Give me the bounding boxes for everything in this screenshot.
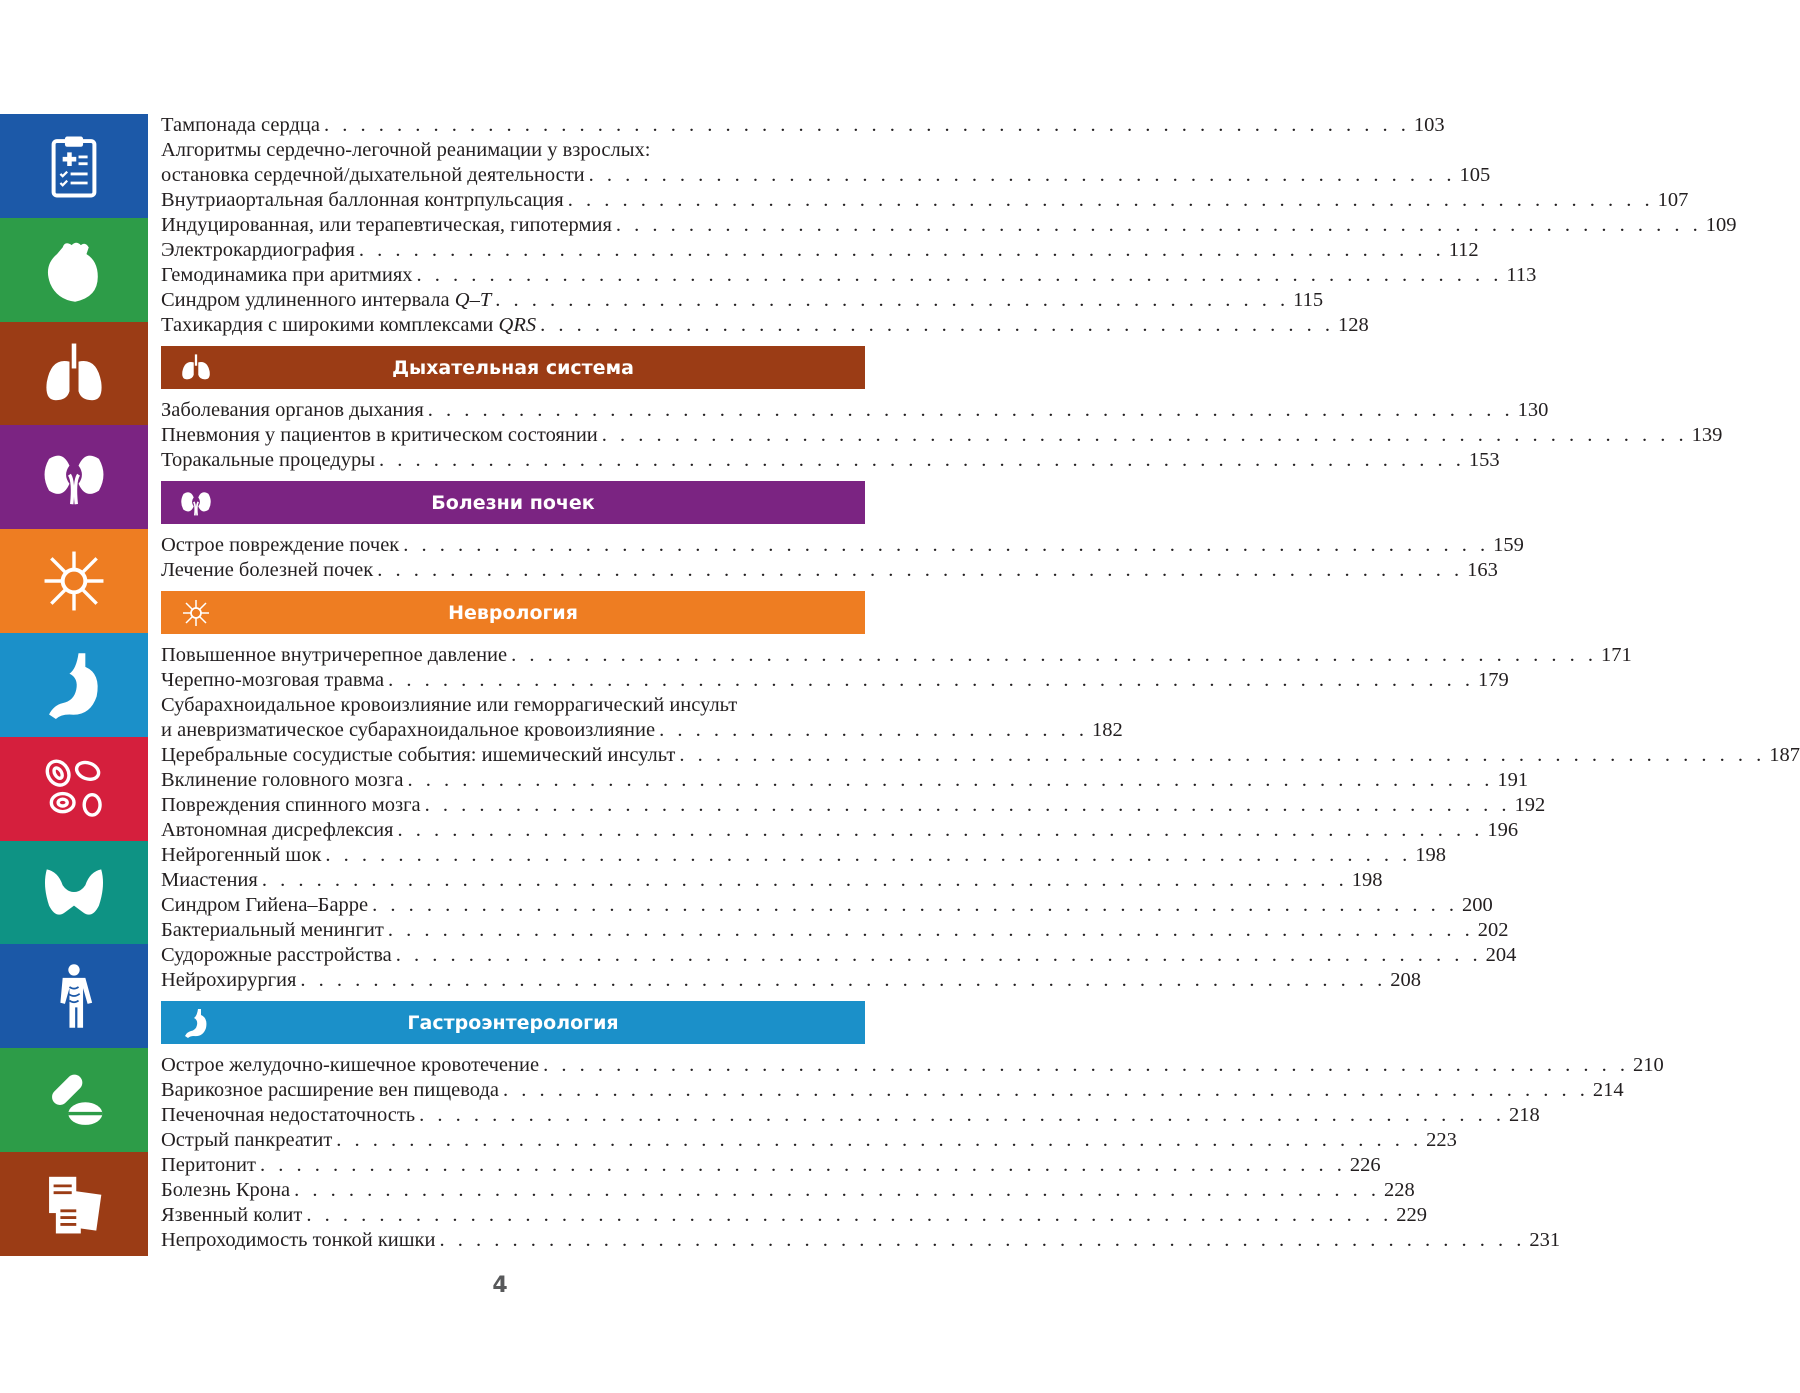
entry-page: 105 (1459, 164, 1491, 186)
entry-page: 228 (1384, 1179, 1415, 1201)
toc-entry[interactable] (161, 818, 1519, 843)
entry-page: 198 (1351, 869, 1383, 891)
kidneys-icon (179, 488, 213, 518)
toc-entry[interactable] (161, 843, 1447, 868)
dot-leader: . . . . . . . . . . . . . . . . . . . . . . . . . . . . . . . . . . . . . . . . . . . . . . . . . . . . . . . . . . . . (379, 449, 1465, 471)
heart-icon (40, 236, 108, 304)
dot-leader: . . . . . . . . . . . . . . . . . . . . . . . . . . . . . . . . . . . . . . . . . . . . . . . . . . . . . . . . . . . . (294, 1179, 1380, 1201)
toc-entry[interactable] (161, 643, 1632, 668)
toc-group-top (161, 113, 1737, 338)
dot-leader: . . . . . . . . . . . . . . . . . . . . . . . . . . . . . . . . . . . . . . . . . . . . . . . . . . . . . . . . . . . . (439, 1229, 1526, 1251)
section-header-kidney[interactable] (161, 481, 865, 524)
entry-title: Электрокардиография (161, 239, 355, 261)
neuron-icon (179, 598, 213, 628)
entry-title: Синдром удлиненного интервала Q–T (161, 289, 492, 311)
entry-page: 130 (1517, 399, 1549, 421)
entry-page: 179 (1478, 669, 1509, 691)
dot-leader: . . . . . . . . . . . . . . . . . . . . . . . . . . . . . . . . . . . . . . . . . . . . (495, 289, 1290, 311)
toc-entry[interactable] (161, 1228, 1561, 1253)
lungs-icon (40, 339, 108, 407)
entry-title: Непроходимость тонкой кишки (161, 1229, 436, 1251)
dot-leader: . . . . . . . . . . . . . . . . . . . . . . . . . . . . . . . . . . . . . . . . . . . . . . . . . . . . . . . . . . . . (397, 819, 1484, 841)
dot-leader: . . . . . . . . . . . . . . . . . . . . . . . . . . . . . . . . . . . . . . . . . . . . . . . . . . . . . . . . . . . . (300, 969, 1387, 991)
entry-page: 202 (1477, 919, 1509, 941)
entry-page: 109 (1705, 214, 1737, 236)
dot-leader: . . . . . . . . . . . . . . . . . . . . . . . . . . . . . . . . . . . . . . . . . . . . . . . . . . . . . . . . . . . . (259, 1154, 1346, 1176)
toc-entry[interactable] (161, 1053, 1664, 1078)
section-title: Дыхательная система (392, 356, 634, 379)
entry-title: Миастения (161, 869, 258, 891)
toc-entry[interactable] (161, 448, 1500, 473)
entry-page: 191 (1497, 769, 1529, 791)
entry-title: Острое повреждение почек (161, 534, 400, 556)
toc-list-cardio (161, 188, 1737, 288)
entry-title: Болезнь Крона (161, 1179, 291, 1201)
toc-entry[interactable] (161, 1178, 1415, 1203)
section-header-respiratory[interactable] (161, 346, 865, 389)
entry-title: Синдром Гийена–Барре (161, 894, 369, 916)
toc-entry[interactable] (161, 558, 1498, 583)
entry-title-line1: Субарахноидальное кровоизлияние или геморрагический инсульт (161, 694, 738, 716)
entry-title-italic: Q–T (454, 289, 492, 311)
entry-page: 223 (1426, 1129, 1457, 1151)
entry-title: Пневмония у пациентов в критическом состоянии (161, 424, 598, 446)
toc-entry-multiline[interactable] (161, 138, 1491, 188)
dot-leader: . . . . . . . . . . . . . . . . . . . . . . . . . . . . . . . . . . . . . . . . . . . . . . . . . . . . . . . . . . . . (306, 1204, 1393, 1226)
stomach-icon (40, 651, 108, 719)
entry-title: Церебральные сосудистые события: ишемический инсульт (161, 744, 676, 766)
entry-page: 128 (1337, 314, 1369, 336)
entry-page: 171 (1601, 644, 1632, 666)
section-header-gastro[interactable] (161, 1001, 865, 1044)
entry-title: Тахикардия с широкими комплексами QRS (161, 314, 537, 336)
toc-list-neuro-b (161, 743, 1800, 993)
section-title: Болезни почек (431, 491, 595, 514)
entry-title: Нейрохирургия (161, 969, 297, 991)
entry-page: 103 (1413, 114, 1445, 136)
tab-clipboard[interactable] (0, 114, 148, 218)
kidneys-icon (40, 443, 108, 511)
tab-gastroenterology[interactable] (0, 633, 148, 737)
entry-title: Нейрогенный шок (161, 844, 322, 866)
entry-page: 192 (1514, 794, 1546, 816)
entry-title: Варикозное расширение вен пищевода (161, 1079, 499, 1101)
dot-leader: . . . . . . . . . . . . . . . . . . . . . . . . . . . . . . . . . . . . . . . . . . . . . . . . . . . . . . . . . . . . (416, 264, 1503, 286)
toc-content (161, 113, 1800, 1253)
entry-page: 218 (1509, 1104, 1540, 1126)
entry-title: Черепно-мозговая травма (161, 669, 385, 691)
entry-title: Бактериальный менингит (161, 919, 384, 941)
dot-leader: . . . . . . . . . . . . . . . . . . . . . . . . . . . . . . . . . . . . . . . . . . . . . . . . . . . . . . . . . . . . (323, 114, 1410, 136)
entry-title: Индуцированная, или терапевтическая, гипотермия (161, 214, 612, 236)
entry-page: 204 (1485, 944, 1517, 966)
entry-page: 182 (1091, 719, 1123, 741)
toc-entry[interactable] (161, 668, 1509, 693)
entry-title: Перитонит (161, 1154, 256, 1176)
human-body-icon (40, 962, 108, 1030)
dot-leader: . . . . . . . . . . . . . . . . . . . . . . . . . . . . . . . . . . . . . . . . . . . . . . . . . . . . . . . . . . . . (502, 1079, 1589, 1101)
entry-title: Гемодинамика при аритмиях (161, 264, 413, 286)
entry-title: Внутриаортальная баллонная контрпульсация (161, 189, 564, 211)
entry-title: Печеночная недостаточность (161, 1104, 416, 1126)
entry-page: 196 (1487, 819, 1519, 841)
dot-leader: . . . . . . . . . . . . . . . . . . . . . . . . . . . . . . . . . . . . . . . . . . . . . . . . . . . . . . . . . . . . (377, 559, 1464, 581)
toc-entry[interactable] (161, 313, 1369, 338)
dot-leader: . . . . . . . . . . . . . . . . . . . . . . . . . . . . . . . . . . . . . . . . . . . . . . . . . . . . . . . . . . . . (419, 1104, 1506, 1126)
entry-page: 200 (1462, 894, 1493, 916)
clipboard-icon (40, 132, 108, 200)
entry-page: 113 (1506, 264, 1537, 286)
toc-entry[interactable] (161, 743, 1800, 768)
entry-title-italic: QRS (498, 314, 537, 336)
entry-title: Торакальные процедуры (161, 449, 376, 471)
page-number: 4 (492, 1273, 508, 1298)
entry-page: 208 (1390, 969, 1421, 991)
toc-list-respiratory (161, 398, 1723, 473)
entry-page: 163 (1467, 559, 1498, 581)
toc-entry[interactable] (161, 793, 1546, 818)
entry-title: Острый панкреатит (161, 1129, 333, 1151)
entry-title-line2: и аневризматическое субарахноидальное кровоизлияние (161, 719, 656, 741)
tab-anatomy[interactable] (0, 944, 148, 1048)
dot-leader: . . . . . . . . . . . . . . . . . . . . . . . . . . . . . . . . . . . . . . . . . . . . . . . . (588, 164, 1456, 186)
dot-leader: . . . . . . . . . . . . . . . . . . . . . . . . . . . . . . . . . . . . . . . . . . . . . . . . . . . . . . . . . . . . (424, 794, 1511, 816)
entry-title: Вклинение головного мозга (161, 769, 404, 791)
entry-page: 214 (1592, 1079, 1624, 1101)
lungs-icon (179, 353, 213, 383)
toc-entry[interactable] (161, 1203, 1427, 1228)
toc-entry[interactable] (161, 263, 1537, 288)
toc-entry[interactable] (161, 398, 1549, 423)
entry-title-line1: Алгоритмы сердечно-легочной реанимации у взрослых: (161, 139, 651, 161)
entry-page: 231 (1529, 1229, 1561, 1251)
entry-page: 153 (1468, 449, 1500, 471)
thyroid-icon (40, 858, 108, 926)
tab-cardiology[interactable] (0, 218, 148, 322)
tab-respiratory[interactable] (0, 322, 148, 426)
toc-entry-multiline[interactable] (161, 693, 1123, 743)
toc-entry[interactable] (161, 423, 1723, 448)
toc-entry[interactable] (161, 188, 1689, 213)
toc-entry[interactable] (161, 768, 1529, 793)
dot-leader: . . . . . . . . . . . . . . . . . . . . . . . . . . . . . . . . . . . . . . . . . . . . . . . . . . . . . . . . . . . . (358, 239, 1445, 261)
toc-entry[interactable] (161, 533, 1524, 558)
entry-page: 226 (1349, 1154, 1381, 1176)
entry-title: Судорожные расстройства (161, 944, 392, 966)
dot-leader: . . . . . . . . . . . . . . . . . . . . . . . . . . . . . . . . . . . . . . . . . . . . . . . . . . . . . . . . . . . . (615, 214, 1702, 236)
entry-page: 198 (1415, 844, 1447, 866)
toc-entry[interactable] (161, 1103, 1540, 1128)
section-title: Гастроэнтерология (407, 1011, 619, 1034)
toc-entry[interactable] (161, 1078, 1624, 1103)
entry-page: 112 (1448, 239, 1479, 261)
neuron-icon (40, 547, 108, 615)
dot-leader: . . . . . . . . . . . . . . . . . . . . . . . . . . . . . . . . . . . . . . . . . . . . . . . . . . . . . . . . . . . . (325, 844, 1412, 866)
toc-entry[interactable] (161, 1153, 1381, 1178)
toc-entry[interactable] (161, 868, 1383, 893)
toc-list-kidney (161, 533, 1524, 583)
dot-leader: . . . . . . . . . . . . . . . . . . . . . . . . . . . . . . . . . . . . . . . . . . . . . . . . . . . . . . . . . . . . (679, 744, 1766, 766)
dot-leader: . . . . . . . . . . . . . . . . . . . . . . . . . . . . . . . . . . . . . . . . . . . . . . . . . . . . . . . . . . . . (543, 1054, 1629, 1076)
entry-title: Язвенный колит (161, 1204, 303, 1226)
tab-documents[interactable] (0, 1152, 148, 1256)
entry-page: 115 (1293, 289, 1324, 311)
toc-entry[interactable] (161, 943, 1517, 968)
toc-list-neuro-a (161, 643, 1632, 693)
stomach-icon (179, 1008, 213, 1038)
dot-leader: . . . . . . . . . . . . . . . . . . . . . . . . . . . . . . . . . . . . . . . . . . . . . . . . . . . . . . . . . . . . (387, 919, 1474, 941)
toc-entry[interactable] (161, 288, 1324, 313)
entry-title: Повышенное внутричерепное давление (161, 644, 508, 666)
toc-entry[interactable] (161, 113, 1445, 138)
dot-leader: . . . . . . . . . . . . . . . . . . . . . . . . . . . . . . . . . . . . . . . . . . . . . . . . . . . . . . . . . . . . (601, 424, 1688, 446)
tab-endocrinology[interactable] (0, 841, 148, 945)
blood-cells-icon (40, 755, 108, 823)
entry-title: Автономная дисрефлексия (161, 819, 394, 841)
dot-leader: . . . . . . . . . . . . . . . . . . . . . . . . . . . . . . . . . . . . . . . . . . . . . . . . . . . . . . . . . . . . (511, 644, 1597, 666)
entry-page: 229 (1396, 1204, 1427, 1226)
toc-list-gastro (161, 1053, 1664, 1253)
toc-entry[interactable] (161, 918, 1509, 943)
toc-entry[interactable] (161, 893, 1493, 918)
dot-leader: . . . . . . . . . . . . . . . . . . . . . . . . . . . . . . . . . . . . . . . . . . . . . . . . . . . . . . . . . . . . (372, 894, 1459, 916)
documents-icon (40, 1170, 108, 1238)
entry-page: 159 (1493, 534, 1524, 556)
dot-leader: . . . . . . . . . . . . . . . . . . . . . . . . . . . . . . . . . . . . . . . . . . . . . . . . . . . . . . . . . . . . (395, 944, 1482, 966)
entry-title: Повреждения спинного мозга (161, 794, 421, 816)
dot-leader: . . . . . . . . . . . . . . . . . . . . . . . . . . . . . . . . . . . . . . . . . . . . (540, 314, 1334, 336)
dot-leader: . . . . . . . . . . . . . . . . . . . . . . . . . . . . . . . . . . . . . . . . . . . . . . . . . . . . . . . . . . . . (427, 399, 1514, 421)
entry-page: 139 (1691, 424, 1723, 446)
toc-entry[interactable] (161, 1128, 1457, 1153)
section-header-neuro[interactable] (161, 591, 865, 634)
side-tab-strip (0, 114, 148, 1256)
dot-leader: . . . . . . . . . . . . . . . . . . . . . . . . . . . . . . . . . . . . . . . . . . . . . . . . . . . . . . . . . . . . (567, 189, 1654, 211)
section-title: Неврология (448, 601, 578, 624)
tab-hematology[interactable] (0, 737, 148, 841)
toc-entry[interactable] (161, 238, 1479, 263)
tab-pharmacology[interactable] (0, 1048, 148, 1152)
dot-leader: . . . . . . . . . . . . . . . . . . . . . . . . . . . . . . . . . . . . . . . . . . . . . . . . . . . . . . . . . . . . (403, 534, 1490, 556)
pills-icon (40, 1066, 108, 1134)
entry-page: 107 (1657, 189, 1689, 211)
entry-page: 187 (1769, 744, 1800, 766)
dot-leader: . . . . . . . . . . . . . . . . . . . . . . . . . . . . . . . . . . . . . . . . . . . . . . . . . . . . . . . . . . . . (336, 1129, 1423, 1151)
entry-title: Заболевания органов дыхания (161, 399, 424, 421)
entry-page: 210 (1632, 1054, 1664, 1076)
toc-entry[interactable] (161, 968, 1421, 993)
dot-leader: . . . . . . . . . . . . . . . . . . . . . . . . (659, 719, 1088, 741)
dot-leader: . . . . . . . . . . . . . . . . . . . . . . . . . . . . . . . . . . . . . . . . . . . . . . . . . . . . . . . . . . . . (407, 769, 1494, 791)
entry-title: Тампонада сердца (161, 114, 320, 136)
entry-title: Лечение болезней почек (161, 559, 374, 581)
tab-neurology[interactable] (0, 529, 148, 633)
entry-title: Острое желудочно-кишечное кровотечение (161, 1054, 540, 1076)
dot-leader: . . . . . . . . . . . . . . . . . . . . . . . . . . . . . . . . . . . . . . . . . . . . . . . . . . . . . . . . . . . . (388, 669, 1475, 691)
entry-title-line2: остановка сердечной/дыхательной деятельности (161, 164, 585, 186)
tab-nephrology[interactable] (0, 425, 148, 529)
dot-leader: . . . . . . . . . . . . . . . . . . . . . . . . . . . . . . . . . . . . . . . . . . . . . . . . . . . . . . . . . . . . (261, 869, 1348, 891)
toc-entry[interactable] (161, 213, 1737, 238)
